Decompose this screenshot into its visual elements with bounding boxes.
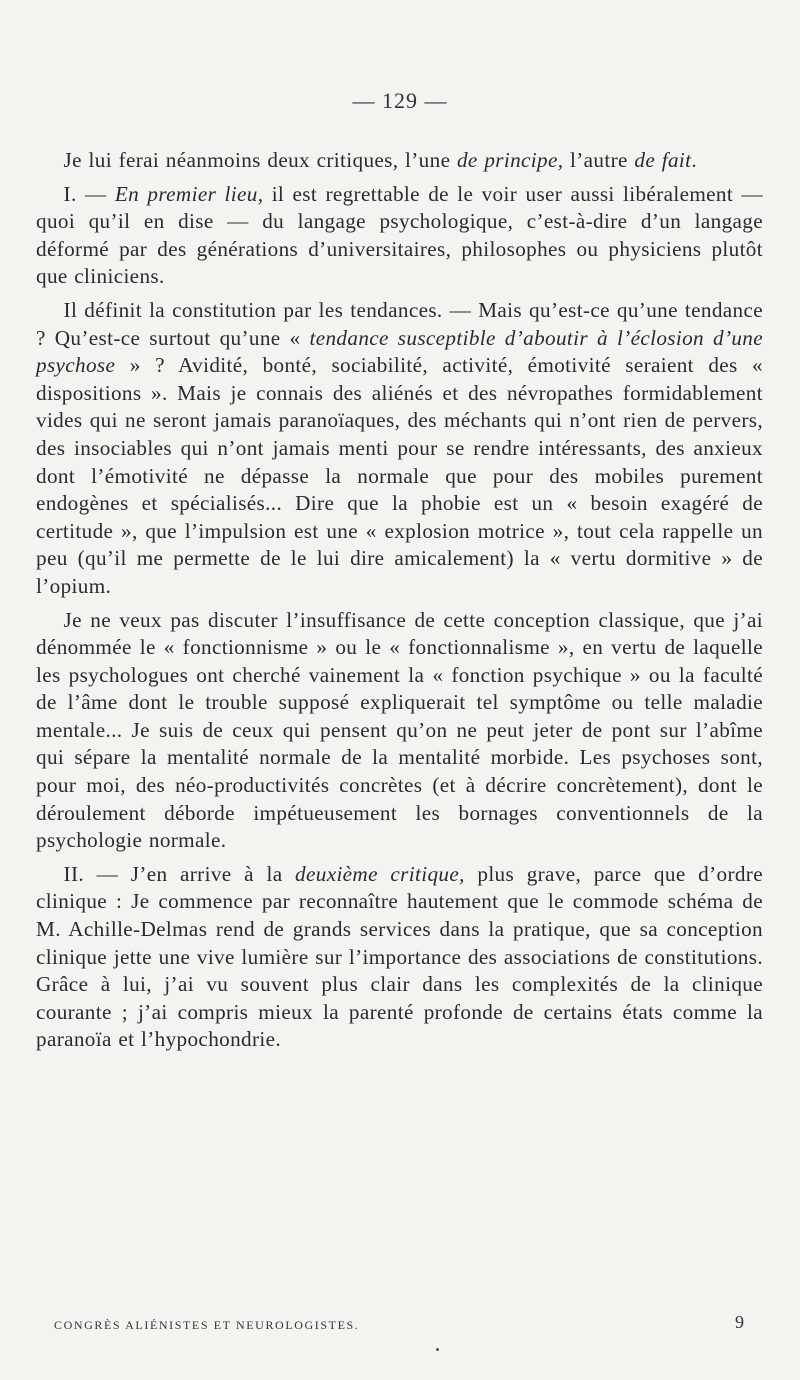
page-number: — 129 —: [352, 88, 448, 113]
text-run: II. — J’en arrive à la: [63, 861, 296, 886]
italic-run: tendance susceptible d’aboutir à l’éclosion d’une psychose: [36, 325, 763, 378]
paragraph-1: [36, 147, 763, 175]
text-run: Je lui ferai néanmoins deux critiques, l’une: [63, 148, 457, 172]
italic-run: de principe,: [456, 148, 564, 172]
italic-run: deuxième critique,: [295, 861, 465, 886]
italic-run: de fait: [634, 148, 692, 172]
italic-run: En premier lieu,: [114, 181, 264, 206]
text-run: plus grave, parce que d’ordre clinique : Je commence par reconnaître hautement que le commode schéma de M. Achille-Delmas rend de grands services dans la pratique, que sa conception clinique jette une vive lumière sur l’importance des associations de constitutions. Grâce à lui, j’ai vu souvent plus clair dans les complexités de la clinique courante ; j’ai compris mieux la parenté profonde de certains états comme la paranoïa et l’hypochondrie.: [36, 861, 763, 1052]
text-run: » ? Avidité, bonté, sociabilité, activité, émotivité seraient des « dispositions ». Mais je connais des aliénés et des névropathes formidablement vides qui ne seront jamais paranoïaques, des méchants qui n’ont rien de pervers, des insociables qui n’ont jamais menti pour se rendre intéressants, des anxieux dont l’émotivité ne dépasse la normale que pour des mobiles purement endogènes et spécialisés... Dire que la phobie est un « besoin exagéré de certitude », que l’impulsion est une « explosion motrice », tout cela rappelle un peu (qu’il me permette de le lui dire amicalement) la « vertu dormitive » de l’opium.: [36, 353, 763, 598]
paragraph-2: [36, 181, 763, 291]
paragraph-4: Je ne veux pas discuter l’insuffisance de cette conception classique, que j’ai dénommée le « fonctionnisme » ou le « fonctionnalisme », en vertu de laquelle les psychologues ont cherché vainement la « fonction psychique » ou la faculté de l’âme dont le trouble supposé expliquerait tel symptôme ou telle maladie mentale... Je suis de ceux qui pensent qu’on ne peut jeter de pont sur l’abîme qui sépare la mentalité normale de la mentalité morbide. Les psychoses sont, pour moi, des néo-productivités concrètes (et à décrire concrètement), dont le déroulement déborde impétueusement les bornages conventionnels de la psychologie normale.: [36, 607, 763, 853]
paragraph-5: [36, 861, 763, 1054]
text-run: il est regrettable de le voir user aussi libéralement — quoi qu’il en dise — du langage psychologique, c’est-à-dire d’un langage déformé par des générations d’universitaires, philosophes ou physiciens plutôt que cliniciens.: [36, 181, 763, 289]
text-run: Il définit la constitution par les tendances. — Mais qu’est-ce qu’une tendance ? Qu’est-ce surtout qu’une «: [36, 297, 763, 350]
body-text: [36, 147, 763, 1060]
paragraph-3: [36, 297, 763, 601]
print-speck: [436, 1348, 439, 1351]
text-run: l’autre: [563, 148, 635, 172]
sheet-number: 9: [735, 1312, 744, 1332]
text-run: I. —: [63, 181, 115, 206]
signature-line: CONGRÈS ALIÉNISTES ET NEUROLOGISTES.: [54, 1318, 360, 1332]
text-run: .: [691, 148, 698, 172]
